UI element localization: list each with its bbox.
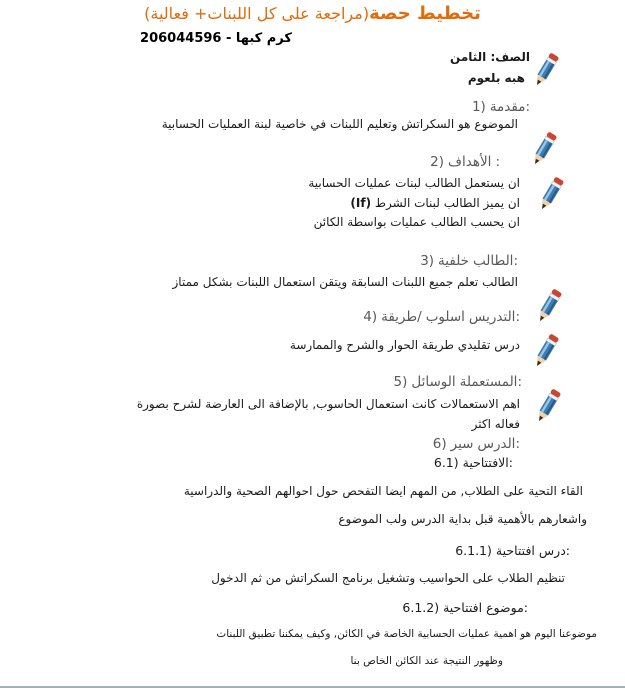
pencil-icon — [527, 129, 561, 169]
section-6-1-2-body-line-2: وظهور النتيجة عند الكائن الخاص بنا — [350, 655, 503, 667]
section-6-1-heading: 6.1) الافتتاحية: — [433, 455, 513, 470]
goal-item-1: ان يستعمل الطالب لبنات عمليات الحسابية — [308, 176, 520, 190]
section-1-body: الموضوع هو السكراتش وتعليم اللبنات في خاصية لبنة العمليات الحسابية — [161, 117, 518, 131]
goal-item-2-text: ان يميز الطالب لبنات الشرط — [371, 196, 520, 210]
goal-item-2 — [350, 196, 520, 212]
pencil-icon — [531, 386, 565, 426]
section-6-1-1-body: تنظيم الطلاب على الحواسيب وتشغيل برنامج السكراتش من ثم الدخول — [211, 571, 565, 585]
pencil-icon — [529, 331, 563, 371]
section-5-body-line-1: اهم الاستعمالات كانت استعمال الحاسوب, بالإضافة الى العارضة لشرح بصورة — [136, 397, 520, 411]
section-6-heading: 6) سير الدرس: — [432, 436, 520, 452]
class-line: الصف: الثامن — [450, 50, 530, 64]
section-3-body: الطالب تعلم جميع اللبنات السابقة ويتقن استعمال اللبنات بشكل ممتاز — [172, 275, 518, 289]
section-3-heading: 3) خلفية الطالب: — [420, 253, 518, 269]
footer-divider-line — [0, 686, 625, 688]
section-1-heading: 1) مقدمة: — [471, 99, 530, 115]
teacher-line: هبه بلعوم — [467, 71, 525, 85]
section-4-body: درس تقليدي طريقة الحوار والشرح والممارسة — [289, 338, 520, 352]
pencil-icon — [532, 286, 566, 326]
section-6-1-2-body-line-1: موضوعنا اليوم هو اهمية عمليات الحسابية الخاصة في الكائن, وكيف يمكننا تطبيق اللبنات — [216, 628, 597, 640]
goal-item-2-if: (If) — [350, 196, 372, 210]
section-6-1-1-heading: 6.1.1) افتتاحية درس: — [455, 543, 570, 558]
page-title — [0, 3, 625, 24]
page-title-rest: (مراجعة على كل اللبنات+ فعالية) — [144, 4, 370, 23]
section-5-heading: 5) الوسائل المستعملة: — [393, 374, 522, 390]
section-6-1-body-line-2: واشعارهم بالأهمية قبل بداية الدرس ولب الموضوع — [338, 512, 587, 526]
author-line: كرم كبها - 206044596 — [140, 31, 292, 46]
section-4-heading: 4) طريقة/ اسلوب التدريس: — [363, 309, 520, 325]
goal-item-3: ان يحسب الطالب عمليات بواسطة الكائن — [313, 215, 520, 229]
section-6-1-2-heading: 6.1.2) افتتاحية موضوع: — [402, 600, 528, 615]
section-2-heading: 2) الأهداف : — [430, 154, 500, 170]
page-title-bold: تخطيط حصة — [369, 3, 481, 24]
section-6-1-body-line-1: القاء التحية على الطلاب, من المهم ايضا التفحص حول احوالهم الصحية والدراسية — [183, 484, 583, 498]
pencil-icon — [529, 50, 563, 90]
pencil-icon — [534, 174, 568, 214]
section-5-body-line-2: فعاله اكثر — [471, 417, 520, 431]
